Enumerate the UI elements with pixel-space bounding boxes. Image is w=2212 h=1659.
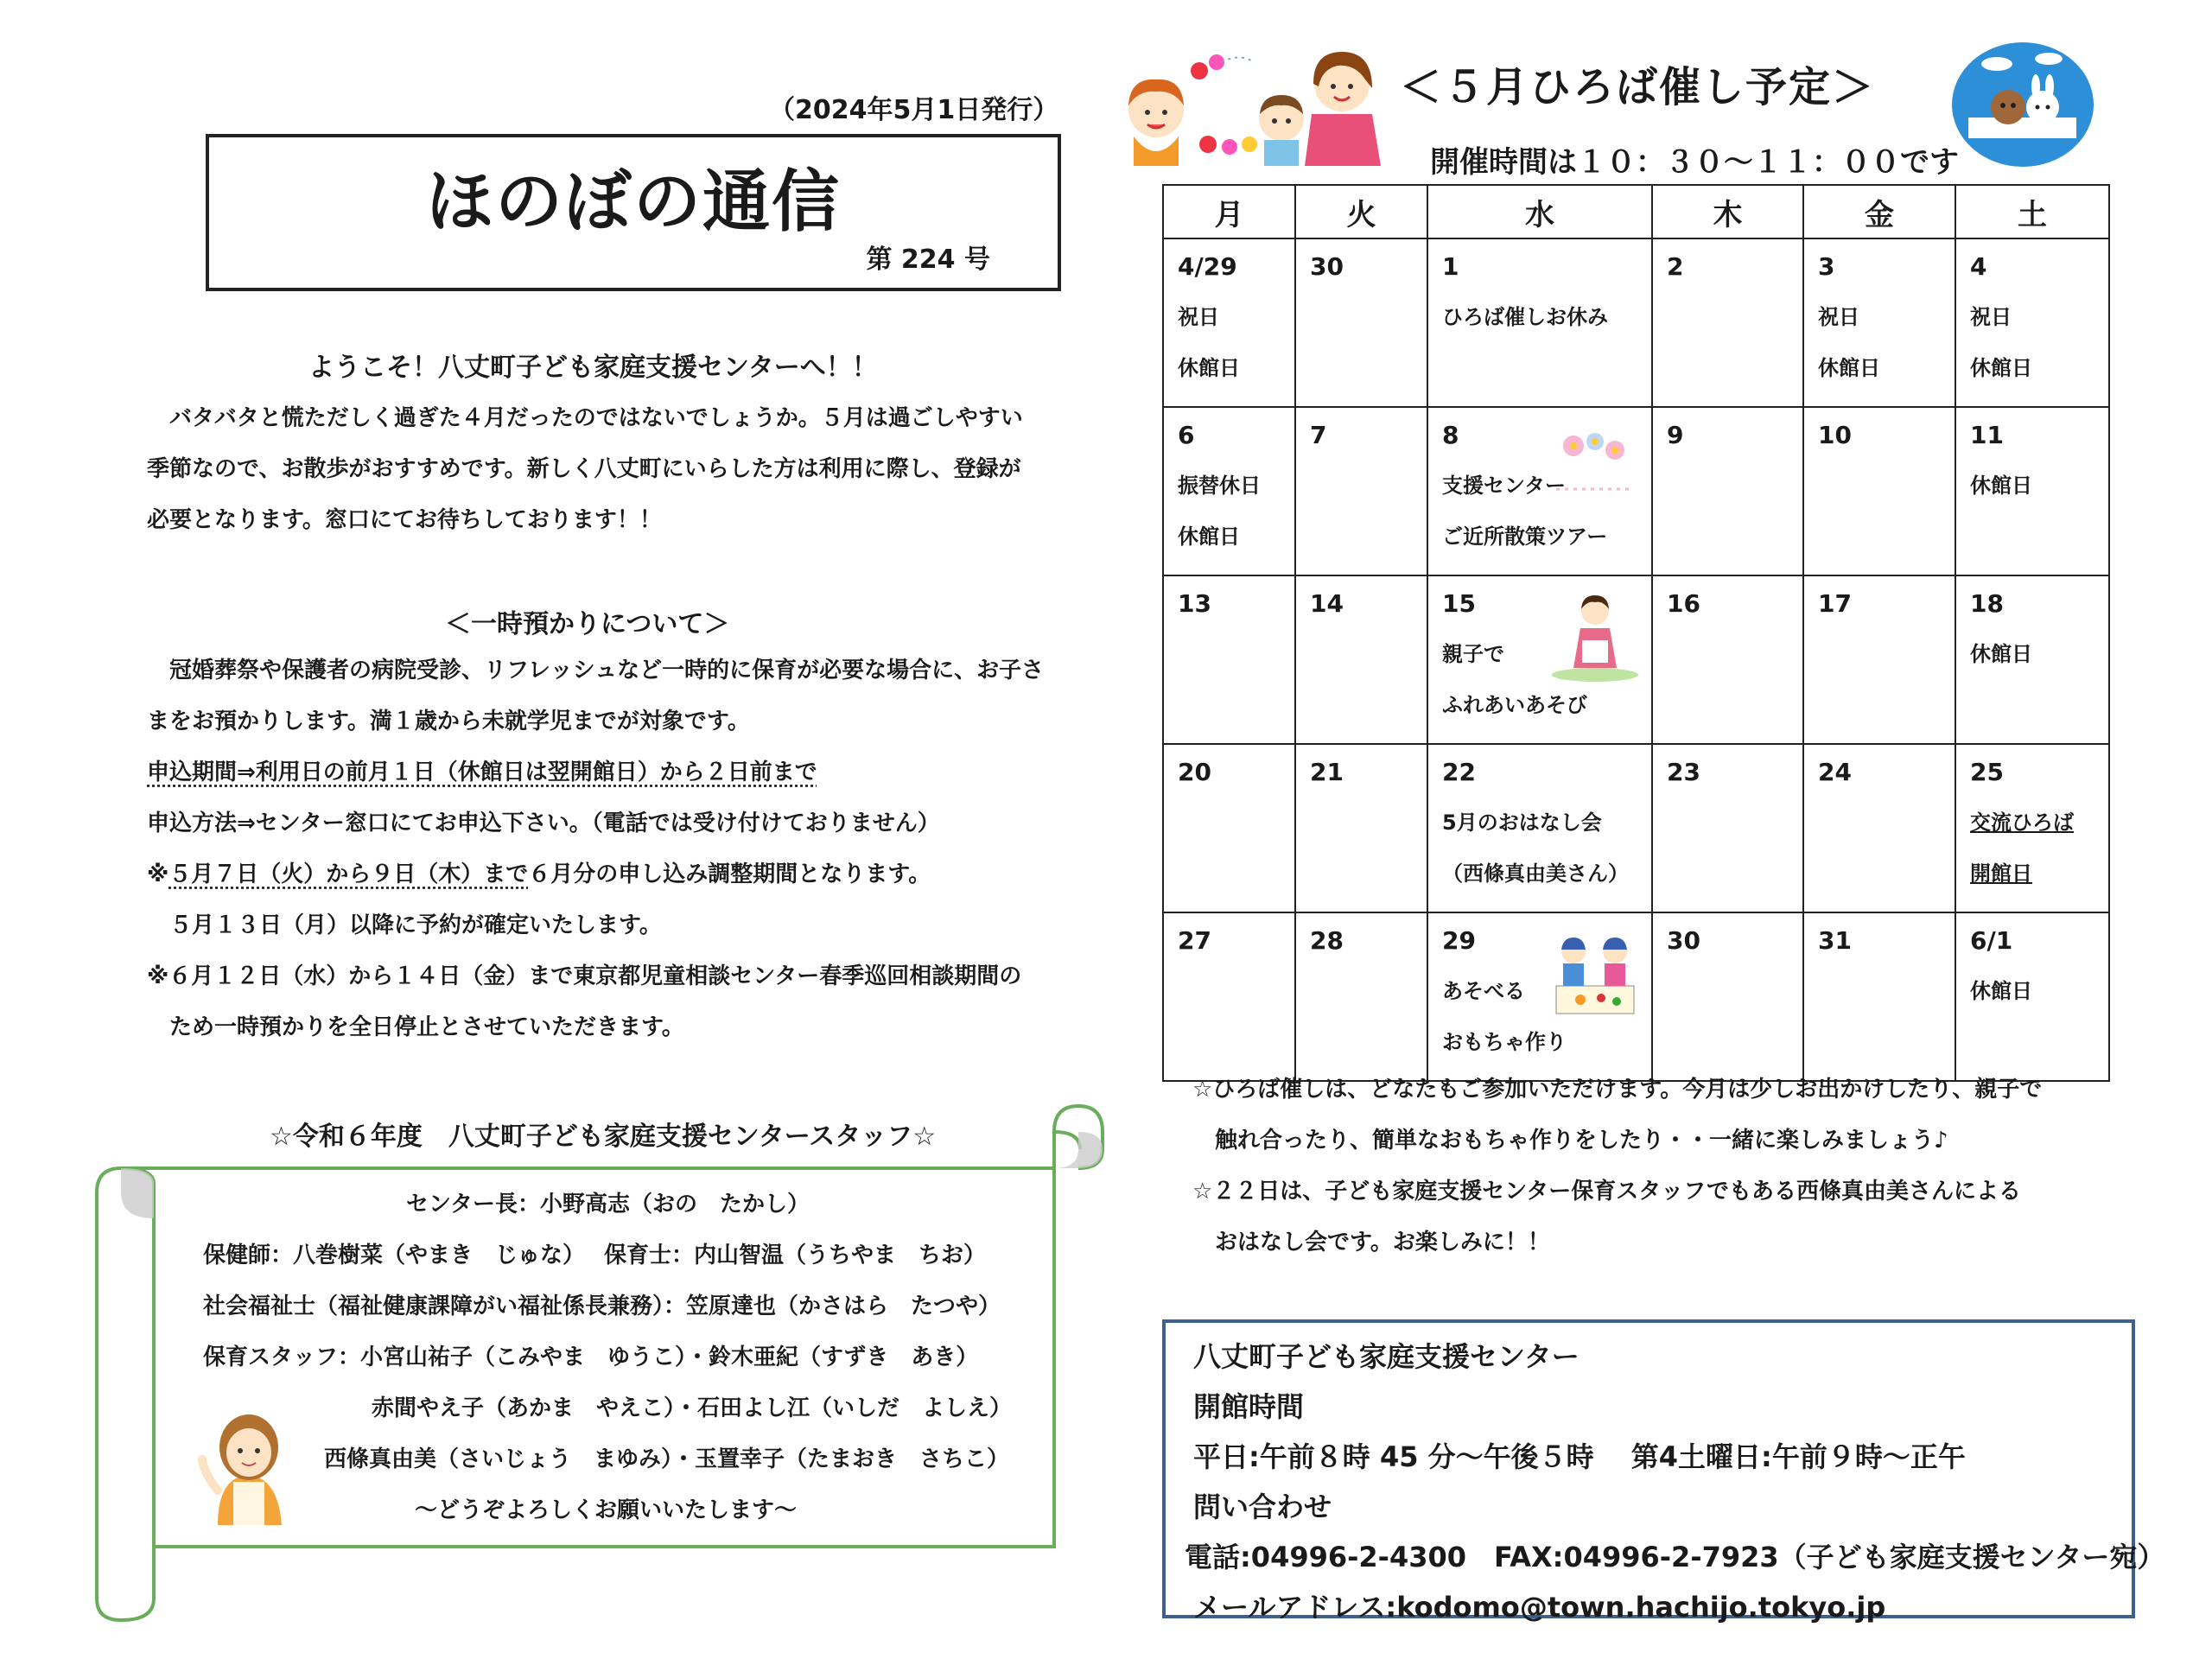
- email-address[interactable]: メールアドレス:kodomo@town.hachijo.tokyo.jp: [1193, 1591, 1886, 1624]
- day-event: 交流ひろば: [1970, 810, 2074, 835]
- day-event: 祝日: [1178, 305, 1219, 329]
- day-event: 開館日: [1970, 861, 2032, 886]
- day-event: 支援センター: [1442, 474, 1567, 498]
- staff-line: センター長：小野高志（おの たかし）: [406, 1192, 810, 1217]
- calendar-day-cell: [1652, 238, 1803, 407]
- calendar-day-cell: [1163, 575, 1295, 744]
- staff-line: 西條真由美（さいじょう まゆみ）・玉置幸子（たまおき さちこ）: [324, 1446, 1010, 1472]
- calendar-day-cell: [1803, 912, 1955, 1081]
- weekday-tue: 火: [1295, 185, 1427, 238]
- day-number: 15: [1442, 589, 1476, 618]
- day-event: 休館日: [1818, 356, 1880, 380]
- event-calendar: [1162, 184, 2110, 1082]
- day-number: 17: [1818, 589, 1852, 618]
- calendar-week-row: [1163, 238, 2109, 407]
- issue-number: 第 224 号: [866, 245, 990, 275]
- calendar-day-cell: [1803, 744, 1955, 912]
- day-number: 13: [1178, 589, 1211, 618]
- calendar-week-row: [1163, 575, 2109, 744]
- welcome-paragraph: [147, 393, 1106, 546]
- day-event: ご近所散策ツアー: [1442, 524, 1608, 549]
- weekday-wed: 水: [1427, 185, 1652, 238]
- day-number: 28: [1310, 926, 1344, 955]
- suspension-note: ※６月１２日（水）から１４日（金）まで東京都児童相談センター春季巡回相談期間の: [147, 963, 1022, 989]
- girl-sitting-icon: [1548, 588, 1643, 683]
- weekday-fri: 金: [1803, 185, 1955, 238]
- staff-closing: ～どうぞよろしくお願いいたします～: [415, 1497, 798, 1523]
- day-event: 祝日: [1970, 305, 2012, 329]
- note-line: ☆ひろば催しは、どなたもご参加いただけます。今月は少しお出かけしたり、親子で: [1192, 1077, 2043, 1103]
- weekday-thu: 木: [1652, 185, 1803, 238]
- day-event: 5月のおはなし会: [1442, 810, 1602, 835]
- calendar-day-cell: [1652, 912, 1803, 1081]
- day-number: 30: [1667, 926, 1700, 955]
- calendar-day-cell: [1427, 575, 1652, 744]
- calendar-day-cell: [1803, 407, 1955, 575]
- day-number: 10: [1818, 421, 1852, 449]
- day-number: 16: [1667, 589, 1700, 618]
- calendar-day-cell: [1295, 575, 1427, 744]
- day-number: 27: [1178, 926, 1211, 955]
- adjustment-period: ５月７日（火）から９日（木）まで: [168, 861, 529, 887]
- calendar-day-cell: [1955, 744, 2109, 912]
- day-number: 25: [1970, 758, 2004, 786]
- note-line: ☆２２日は、子ども家庭支援センター保育スタッフでもある西條真由美さんによる: [1192, 1179, 2022, 1205]
- issue-date: （2024年5月1日発行）: [769, 95, 1059, 125]
- note-line: おはなし会です。お楽しみに！！: [1192, 1230, 1550, 1255]
- day-event: ふれあいあそび: [1442, 693, 1587, 717]
- day-number: 4: [1970, 252, 1987, 281]
- day-number: 1: [1442, 252, 1459, 281]
- adjustment-note: [147, 849, 1106, 900]
- calendar-header-row: [1163, 185, 2109, 238]
- plaza-hours: 開催時間は１０：３０～１１：００です: [1430, 145, 1959, 180]
- note-line: 触れ合ったり、簡単なおもちゃ作りをしたり・・一緒に楽しみましょう♪: [1192, 1128, 1948, 1154]
- calendar-day-cell: [1163, 238, 1295, 407]
- flowers-icon: [1548, 420, 1643, 515]
- children-illustration: [1122, 45, 1389, 166]
- day-number: 23: [1667, 758, 1700, 786]
- calendar-day-cell: [1427, 744, 1652, 912]
- day-number: 6: [1178, 421, 1195, 449]
- welcome-line: 季節なので、お散歩がおすすめです。新しく八丈町にいらした方は利用に際し、登録が: [147, 456, 1021, 482]
- calendar-day-cell: [1427, 912, 1652, 1081]
- day-number: 9: [1667, 421, 1684, 449]
- staff-woman-illustration: [192, 1395, 304, 1525]
- phone-fax: 電話:04996-2-4300 FAX:04996-2-7923（子ども家庭支援センター宛）: [1185, 1541, 2165, 1573]
- calendar-week-row: [1163, 912, 2109, 1081]
- staff-line: 社会福祉士（福祉健康課障がい福祉係長兼務）：笠原達也（かさはら たつや）: [203, 1294, 1001, 1319]
- day-event: （西條真由美さん）: [1442, 861, 1629, 886]
- day-event: 振替休日: [1178, 474, 1261, 498]
- calendar-day-cell: [1652, 407, 1803, 575]
- calendar-week-row: [1163, 744, 2109, 912]
- day-number: 31: [1818, 926, 1852, 955]
- calendar-day-cell: [1803, 238, 1955, 407]
- calendar-day-cell: [1163, 912, 1295, 1081]
- opening-hours-label: 開館時間: [1193, 1390, 1305, 1423]
- day-number: 4/29: [1178, 252, 1237, 281]
- calendar-day-cell: [1803, 575, 1955, 744]
- apply-method: 申込方法⇒センター窓口にてお申込下さい。（電話では受け付けておりません）: [147, 810, 940, 836]
- calendar-day-cell: [1295, 238, 1427, 407]
- plaza-notes: [1192, 1065, 2042, 1268]
- adjustment-text: ６月分の申し込み調整期間となります。: [528, 861, 931, 887]
- calendar-week-row: [1163, 407, 2109, 575]
- day-number: 14: [1310, 589, 1344, 618]
- day-number: 6/1: [1970, 926, 2013, 955]
- day-number: 11: [1970, 421, 2004, 449]
- center-info-box: [1162, 1319, 2165, 1624]
- calendar-day-cell: [1652, 575, 1803, 744]
- welcome-heading: ようこそ！八丈町子ども家庭支援センターへ！！: [308, 353, 878, 383]
- day-event: 休館日: [1178, 524, 1240, 549]
- day-number: 8: [1442, 421, 1459, 449]
- welcome-line: 必要となります。窓口にてお待ちしております！！: [147, 507, 662, 533]
- temp-care-paragraph: [147, 645, 1106, 1053]
- contact-label: 問い合わせ: [1193, 1491, 1332, 1523]
- day-number: 22: [1442, 758, 1476, 786]
- day-number: 7: [1310, 421, 1327, 449]
- opening-hours: 平日:午前８時 45 分～午後５時 第4土曜日:午前９時～正午: [1193, 1440, 1966, 1473]
- temp-care-line: まをお預かりします。満１歳から未就学児までが対象です。: [147, 709, 750, 734]
- day-number: 3: [1818, 252, 1835, 281]
- day-number: 2: [1667, 252, 1684, 281]
- plaza-title: ＜５月ひろば催し予定＞: [1400, 63, 1876, 111]
- calendar-day-cell: [1295, 407, 1427, 575]
- calendar-day-cell: [1955, 575, 2109, 744]
- day-event: 休館日: [1970, 474, 2032, 498]
- temp-care-heading: ＜一時預かりについて＞: [445, 609, 730, 639]
- weekday-mon: 月: [1163, 185, 1295, 238]
- staff-heading: ☆令和６年度 八丈町子ども家庭支援センタースタッフ☆: [270, 1122, 937, 1152]
- calendar-day-cell: [1295, 744, 1427, 912]
- day-event: 休館日: [1970, 356, 2032, 380]
- confirm-note: ５月１３日（月）以降に予約が確定いたします。: [147, 912, 662, 938]
- day-number: 20: [1178, 758, 1211, 786]
- kids-drawing-icon: [1548, 925, 1643, 1020]
- day-event: 祝日: [1818, 305, 1859, 329]
- welcome-line: バタバタと慌ただしく過ぎた４月だったのではないでしょうか。５月は過ごしやすい: [147, 405, 1023, 431]
- calendar-day-cell: [1652, 744, 1803, 912]
- day-number: 21: [1310, 758, 1344, 786]
- staff-line: 保育スタッフ：小宮山祐子（こみやま ゆうこ）・鈴木亜紀（すずき あき）: [203, 1344, 979, 1370]
- calendar-day-cell: [1427, 238, 1652, 407]
- note-mark: ※: [147, 861, 169, 887]
- apply-period: 申込期間⇒利用日の前月１日（休館日は翌開館日）から２日前まで: [147, 760, 817, 785]
- day-number: 30: [1310, 252, 1344, 281]
- day-event: ひろば催しお休み: [1442, 305, 1608, 329]
- day-number: 24: [1818, 758, 1852, 786]
- day-event: 休館日: [1970, 979, 2032, 1003]
- suspension-note-cont: ため一時預かりを全日停止とさせていただきます。: [147, 1014, 684, 1040]
- day-number: 18: [1970, 589, 2004, 618]
- day-event: 親子で: [1442, 642, 1504, 666]
- calendar-day-cell: [1163, 407, 1295, 575]
- newsletter-title: ほのぼの通信: [425, 163, 841, 241]
- weekday-sat: 土: [1955, 185, 2109, 238]
- calendar-day-cell: [1955, 238, 2109, 407]
- temp-care-line: 冠婚葬祭や保護者の病院受診、リフレッシュなど一時的に保育が必要な場合に、お子さ: [147, 658, 1045, 683]
- staff-line: 赤間やえ子（あかま やえこ）・石田よし江（いしだ よしえ）: [372, 1395, 1013, 1421]
- calendar-day-cell: [1955, 407, 2109, 575]
- newsletter-title-box: [206, 134, 1061, 291]
- calendar-day-cell: [1955, 912, 2109, 1081]
- day-event: 休館日: [1970, 642, 2032, 666]
- day-event: あそべる: [1442, 979, 1525, 1003]
- calendar-day-cell: [1427, 407, 1652, 575]
- calendar-day-cell: [1295, 912, 1427, 1081]
- day-event: おもちゃ作り: [1442, 1030, 1567, 1054]
- day-number: 29: [1442, 926, 1476, 955]
- day-event: 休館日: [1178, 356, 1240, 380]
- center-logo-icon: [1949, 40, 2096, 169]
- center-name: 八丈町子ども家庭支援センター: [1193, 1340, 1580, 1373]
- calendar-day-cell: [1163, 744, 1295, 912]
- staff-line: 保健師：八巻樹菜（やまき じゅな） 保育士：内山智温（うちやま ちお）: [203, 1243, 987, 1268]
